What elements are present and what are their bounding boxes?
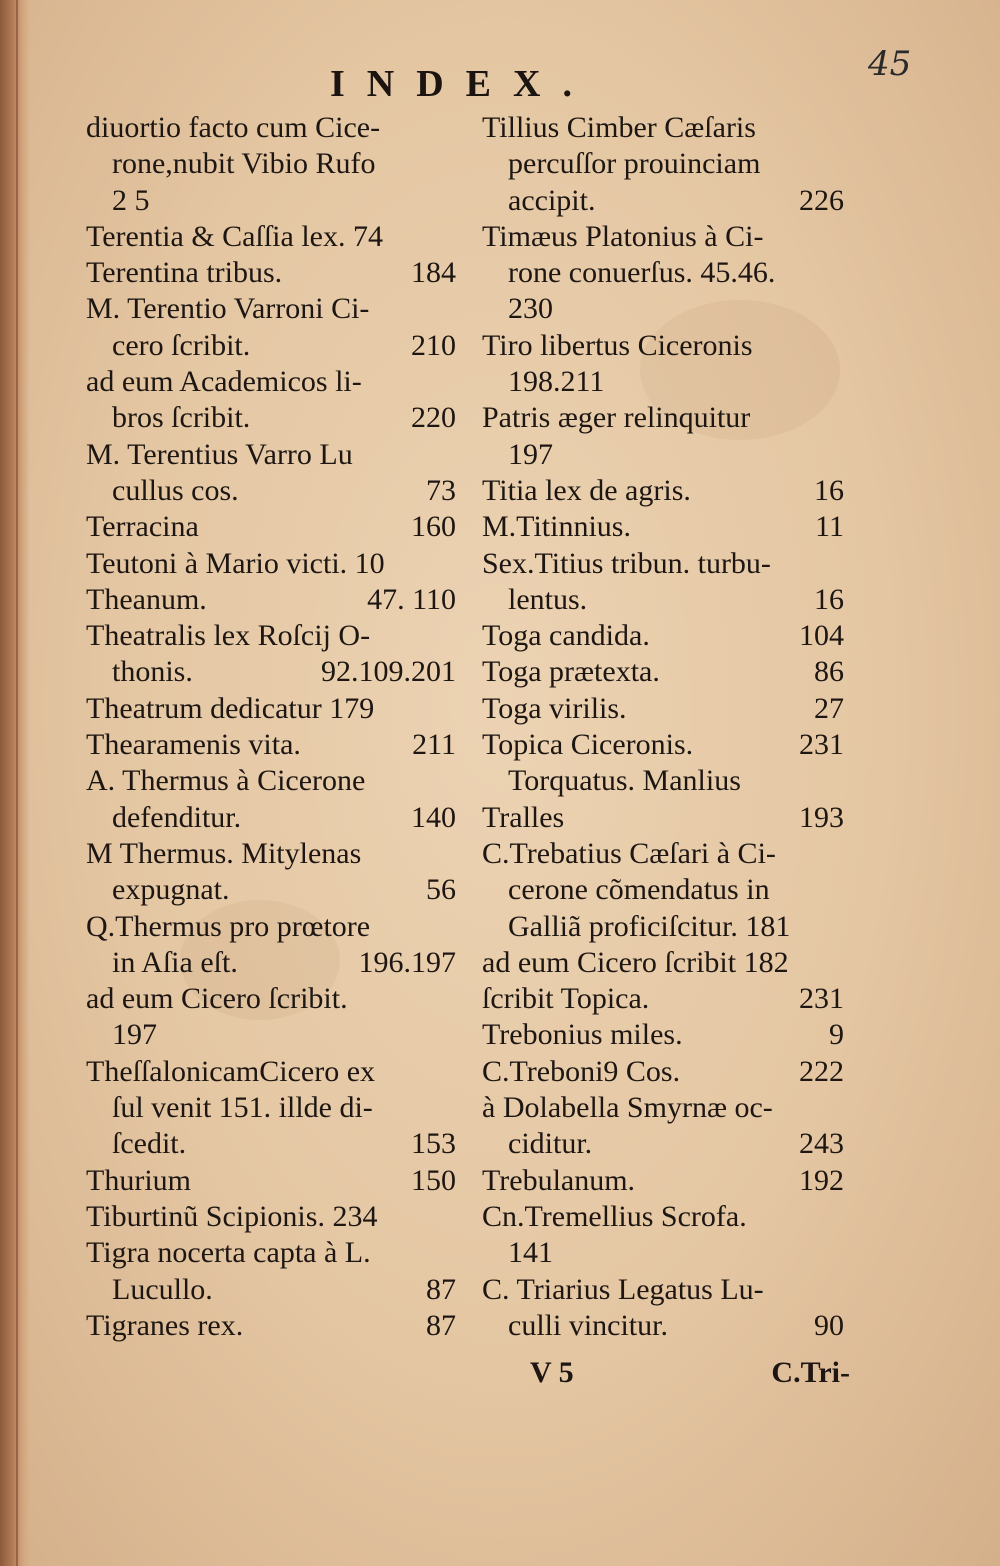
- index-entry-text: Trebulanum.: [482, 1163, 636, 1197]
- index-entry-text: Timæus Platonius à Ci-: [482, 219, 764, 253]
- index-column-right: [482, 110, 844, 1344]
- index-entry: [86, 727, 456, 763]
- index-entry: [482, 509, 844, 545]
- index-entry-text: cero ſcribit.: [112, 328, 251, 362]
- index-entry: [86, 110, 456, 146]
- index-entry: [86, 654, 456, 690]
- index-entry-text: Toga prætexta.: [482, 655, 660, 689]
- binding-fold: [16, 0, 18, 1566]
- index-entry-page: 87: [426, 1308, 456, 1342]
- index-entry-page: 11: [815, 510, 844, 544]
- index-entry: [482, 654, 844, 690]
- index-entry-text: ad eum Cicero ſcribit.: [86, 982, 348, 1016]
- index-entry: [482, 1090, 844, 1126]
- index-entry-text: Terentina tribus.: [86, 256, 283, 290]
- index-entry: [482, 763, 844, 799]
- index-entry: [86, 1163, 456, 1199]
- index-entry-text: Galliã proficiſcitur. 181: [508, 909, 791, 943]
- index-entry-text: Thearamenis vita.: [86, 728, 301, 762]
- index-entry-text: Lucullo.: [112, 1272, 213, 1306]
- index-entry: [86, 1054, 456, 1090]
- index-entry-text: ad eum Cicero ſcribit 182: [482, 945, 789, 979]
- index-entry: [482, 618, 844, 654]
- index-entry-page: 210: [411, 328, 456, 362]
- index-entry-page: 193: [799, 800, 844, 834]
- index-entry: [482, 255, 844, 291]
- index-entry-page: 16: [814, 473, 844, 507]
- index-entry-text: Patris æger relinquitur: [482, 401, 751, 435]
- index-entry-text: C.Trebatius Cæſari à Ci-: [482, 836, 776, 870]
- index-entry-text: thonis.: [112, 655, 193, 689]
- page-footer: [530, 1356, 850, 1396]
- index-entry-page: 90: [814, 1308, 844, 1342]
- index-entry: [86, 836, 456, 872]
- index-entry-text: rone,nubit Vibio Rufo: [112, 147, 376, 181]
- index-entry-text: Theanum.: [86, 582, 207, 616]
- index-entry: [482, 437, 844, 473]
- index-entry: [86, 1308, 456, 1344]
- index-entry-text: Terracina: [86, 510, 199, 544]
- index-entry-page: 231: [799, 982, 844, 1016]
- index-entry-page: 140: [411, 800, 456, 834]
- index-entry-text: M. Terentius Varro Lu: [86, 437, 353, 471]
- index-entry-text: Topica Ciceronis.: [482, 728, 694, 762]
- index-entry-text: 197: [112, 1018, 157, 1052]
- index-entry-text: Trebonius miles.: [482, 1018, 683, 1052]
- index-entry: [86, 691, 456, 727]
- index-entry-text: 230: [508, 292, 553, 326]
- index-entry-page: 184: [411, 256, 456, 290]
- binding-edge: [0, 0, 30, 1566]
- index-entry: [86, 945, 456, 981]
- index-entry-text: Tigranes rex.: [86, 1308, 244, 1342]
- index-entry-text: 141: [508, 1236, 553, 1270]
- index-entry: [86, 437, 456, 473]
- index-entry-text: Theatralis lex Roſcij O-: [86, 619, 371, 653]
- index-entry-text: Titia lex de agris.: [482, 473, 691, 507]
- index-entry-text: culli vincitur.: [508, 1308, 668, 1342]
- catchword: C.Tri-: [771, 1356, 850, 1389]
- index-entry-text: Toga virilis.: [482, 691, 627, 725]
- index-entry-text: percuſſor prouinciam: [508, 147, 761, 181]
- index-entry: [86, 364, 456, 400]
- index-entry: [86, 183, 456, 219]
- index-entry-text: 2 5: [112, 183, 150, 217]
- index-entry-page: 211: [412, 728, 456, 762]
- index-entry-text: Tiro libertus Ciceronis: [482, 328, 753, 362]
- index-entry-text: Q.Thermus pro prœtore: [86, 909, 371, 943]
- index-entry: [482, 183, 844, 219]
- index-entry-text: M.Titinnius.: [482, 510, 631, 544]
- index-entry-text: TheſſalonicamCicero ex: [86, 1054, 376, 1088]
- index-entry-text: Cn.Tremellius Scrofa.: [482, 1199, 747, 1233]
- index-entry-text: bros ſcribit.: [112, 401, 251, 435]
- index-entry-text: cullus cos.: [112, 473, 239, 507]
- index-entry-text: 198.211: [508, 365, 605, 399]
- index-entry: [482, 146, 844, 182]
- index-entry: [482, 582, 844, 618]
- index-entry-text: cerone cõmendatus in: [508, 873, 770, 907]
- index-entry: [482, 291, 844, 327]
- index-entry-text: in Aſia eſt.: [112, 945, 238, 979]
- index-entry: [86, 763, 456, 799]
- index-entry-page: 222: [799, 1054, 844, 1088]
- index-entry-text: M Thermus. Mitylenas: [86, 836, 362, 870]
- index-entry: [482, 836, 844, 872]
- index-entry-text: Tiburtinũ Scipionis. 234: [86, 1199, 378, 1233]
- index-entry: [482, 110, 844, 146]
- index-entry-text: ſcedit.: [112, 1127, 187, 1161]
- index-entry: [482, 909, 844, 945]
- index-entry-page: 92.109.201: [321, 655, 456, 689]
- index-entry-page: 16: [814, 582, 844, 616]
- signature-mark: V 5: [530, 1356, 574, 1389]
- index-entry: [482, 800, 844, 836]
- index-entry-page: 87: [426, 1272, 456, 1306]
- index-entry: [86, 291, 456, 327]
- index-entry-text: Theatrum dedicatur 179: [86, 691, 375, 725]
- index-column-left: [86, 110, 456, 1344]
- index-entry-page: 47. 110: [367, 582, 456, 616]
- index-entry: [86, 1090, 456, 1126]
- page-title: INDEX.: [330, 63, 594, 105]
- index-entry-text: Toga candida.: [482, 619, 650, 653]
- index-entry-text: 197: [508, 437, 553, 471]
- index-entry: [482, 1126, 844, 1162]
- index-entry: [86, 146, 456, 182]
- index-entry-text: Torquatus. Manlius: [508, 764, 741, 798]
- index-entry-page: 153: [411, 1127, 456, 1161]
- index-entry: [482, 981, 844, 1017]
- index-entry: [86, 1272, 456, 1308]
- index-entry-text: Thurium: [86, 1163, 191, 1197]
- index-entry-text: C. Triarius Legatus Lu-: [482, 1272, 764, 1306]
- index-entry-page: 56: [426, 873, 456, 907]
- index-entry: [86, 400, 456, 436]
- index-entry-page: 243: [799, 1127, 844, 1161]
- index-entry-text: lentus.: [508, 582, 588, 616]
- index-entry: [482, 328, 844, 364]
- index-entry: [482, 1163, 844, 1199]
- index-entry-text: Teutoni à Mario victi. 10: [86, 546, 385, 580]
- index-entry: [482, 364, 844, 400]
- index-entry: [482, 1272, 844, 1308]
- index-entry-text: defenditur.: [112, 800, 242, 834]
- index-entry-page: 196.197: [358, 945, 456, 979]
- index-entry: [86, 1017, 456, 1053]
- index-entry: [482, 473, 844, 509]
- index-entry-page: 220: [411, 401, 456, 435]
- index-entry: [86, 473, 456, 509]
- index-entry-text: ciditur.: [508, 1127, 593, 1161]
- index-entry-page: 86: [814, 655, 844, 689]
- index-entry: [86, 1235, 456, 1271]
- index-entry: [482, 727, 844, 763]
- index-entry: [86, 255, 456, 291]
- index-entry-text: Tillius Cimber Cæſaris: [482, 111, 756, 144]
- index-entry-page: 192: [799, 1163, 844, 1197]
- index-entry-text: Tigra nocerta capta à L.: [86, 1236, 371, 1270]
- index-entry-text: à Dolabella Smyrnæ oc-: [482, 1091, 773, 1125]
- index-entry-text: accipit.: [508, 183, 596, 217]
- index-entry: [86, 219, 456, 255]
- index-entry-page: 104: [799, 619, 844, 653]
- index-entry: [86, 509, 456, 545]
- index-entry: [86, 909, 456, 945]
- index-entry: [482, 1199, 844, 1235]
- index-entry-text: Terentia & Caſſia lex. 74: [86, 219, 383, 253]
- index-entry-text: M. Terentio Varroni Ci-: [86, 292, 370, 326]
- index-entry-text: expugnat.: [112, 873, 230, 907]
- index-entry: [86, 546, 456, 582]
- index-entry: [86, 618, 456, 654]
- index-entry: [482, 1017, 844, 1053]
- index-entry: [86, 328, 456, 364]
- index-entry-page: 160: [411, 510, 456, 544]
- index-entry-text: C.Treboni9 Cos.: [482, 1054, 681, 1088]
- index-entry-page: 27: [814, 691, 844, 725]
- index-entry-page: 231: [799, 728, 844, 762]
- index-entry-text: diuortio facto cum Cice-: [86, 111, 381, 144]
- index-entry-text: Tralles: [482, 800, 565, 834]
- folio-number: 45: [868, 44, 912, 84]
- index-entry-text: ad eum Academicos li-: [86, 365, 362, 399]
- index-entry: [86, 1199, 456, 1235]
- index-entry-page: 150: [411, 1163, 456, 1197]
- index-entry-page: 9: [829, 1018, 844, 1052]
- index-entry: [482, 1235, 844, 1271]
- index-entry-page: 73: [426, 473, 456, 507]
- index-entry: [482, 400, 844, 436]
- index-entry: [482, 219, 844, 255]
- index-entry: [86, 981, 456, 1017]
- index-entry-text: ſul venit 151. illde di-: [112, 1091, 373, 1125]
- index-entry: [86, 800, 456, 836]
- index-entry-text: ſcribit Topica.: [482, 982, 650, 1016]
- index-entry-text: rone conuerſus. 45.46.: [508, 256, 776, 290]
- index-entry: [482, 1054, 844, 1090]
- index-entry: [482, 546, 844, 582]
- index-entry: [482, 1308, 844, 1344]
- index-entry-page: 226: [799, 183, 844, 217]
- index-entry: [86, 582, 456, 618]
- index-entry: [86, 1126, 456, 1162]
- index-entry: [482, 691, 844, 727]
- index-entry: [482, 945, 844, 981]
- index-entry-text: Sex.Titius tribun. turbu-: [482, 546, 771, 580]
- index-entry: [86, 872, 456, 908]
- index-entry-text: A. Thermus à Cicerone: [86, 764, 366, 798]
- index-entry: [482, 872, 844, 908]
